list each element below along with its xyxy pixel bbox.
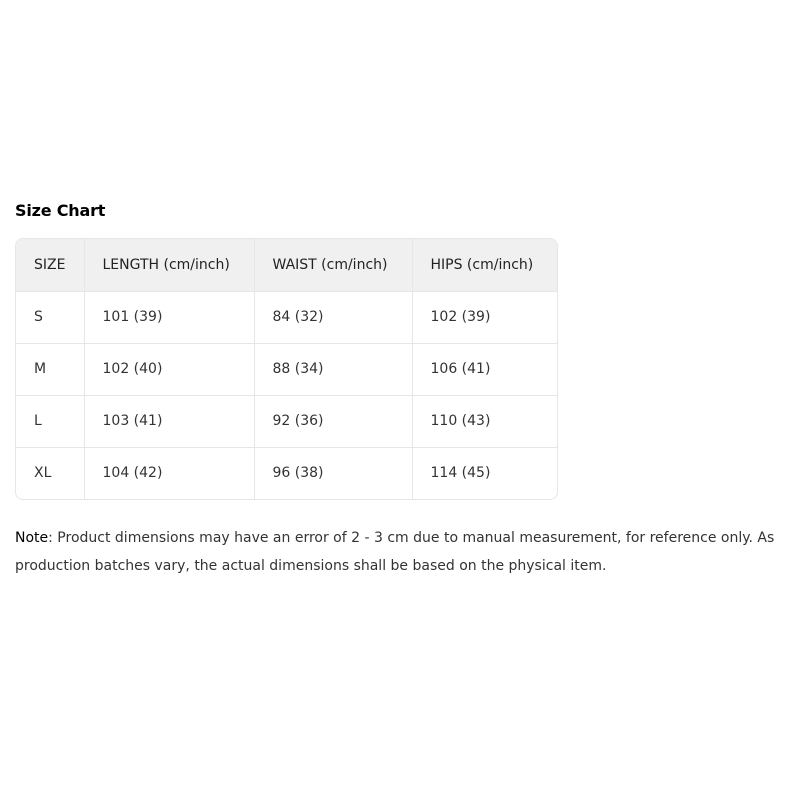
note-text: : Product dimensions may have an error of 2 - 3 cm due to manual measurement, for reference only. As production batches vary, the actual dimensions shall be based on the physical item. xyxy=(15,530,775,574)
cell-hips: 102 (39) xyxy=(412,291,557,343)
size-chart-title: Size Chart xyxy=(15,201,106,220)
header-hips: HIPS (cm/inch) xyxy=(412,239,557,291)
table-header-row xyxy=(16,239,557,291)
header-length: LENGTH (cm/inch) xyxy=(84,239,254,291)
cell-length: 104 (42) xyxy=(84,447,254,499)
measurement-note xyxy=(15,524,783,580)
table-row xyxy=(16,291,557,343)
cell-size: L xyxy=(16,395,84,447)
cell-size: XL xyxy=(16,447,84,499)
cell-length: 102 (40) xyxy=(84,343,254,395)
cell-waist: 88 (34) xyxy=(254,343,412,395)
cell-waist: 92 (36) xyxy=(254,395,412,447)
table-row xyxy=(16,395,557,447)
table-row xyxy=(16,447,557,499)
header-size: SIZE xyxy=(16,239,84,291)
cell-hips: 106 (41) xyxy=(412,343,557,395)
cell-waist: 96 (38) xyxy=(254,447,412,499)
cell-size: S xyxy=(16,291,84,343)
cell-length: 101 (39) xyxy=(84,291,254,343)
note-label: Note xyxy=(15,530,49,546)
size-chart-table-container xyxy=(15,238,558,500)
cell-waist: 84 (32) xyxy=(254,291,412,343)
cell-hips: 114 (45) xyxy=(430,465,491,482)
cell-size: M xyxy=(16,343,84,395)
cell-length: 103 (41) xyxy=(84,395,254,447)
cell-hips: 110 (43) xyxy=(412,395,557,447)
header-waist: WAIST (cm/inch) xyxy=(254,239,412,291)
size-chart-table xyxy=(16,239,557,499)
table-row xyxy=(16,343,557,395)
